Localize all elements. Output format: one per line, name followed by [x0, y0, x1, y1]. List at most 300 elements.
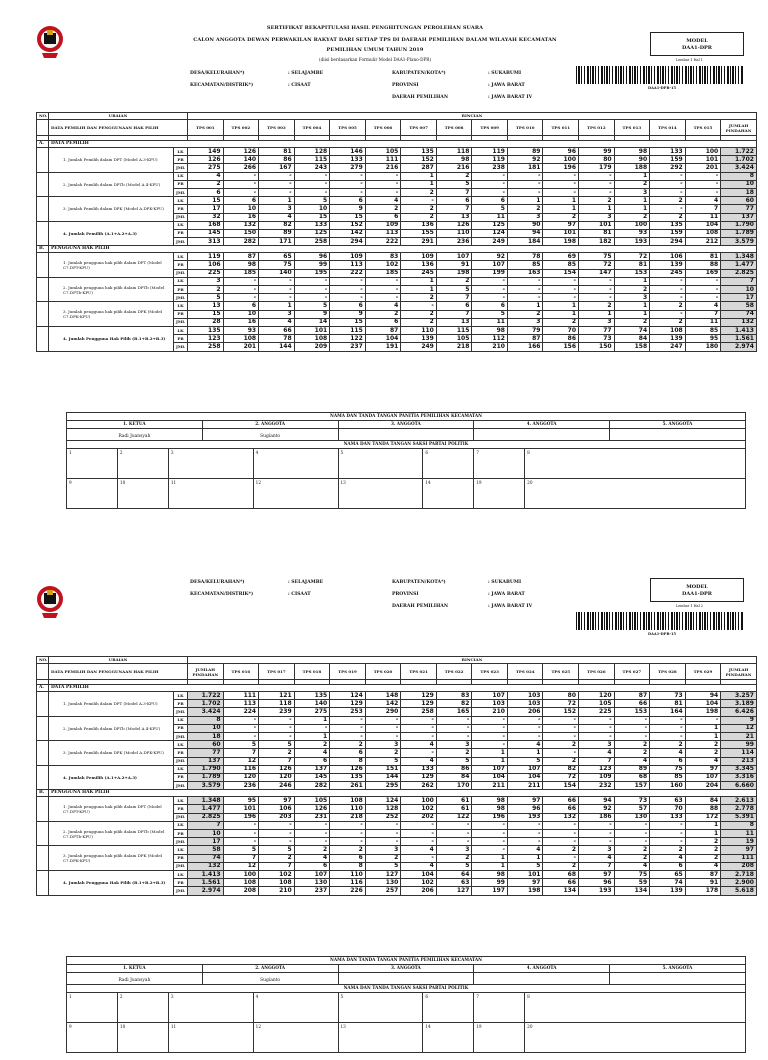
value-cell: -: [507, 838, 543, 846]
value-cell: -: [543, 724, 579, 732]
value-cell: 7: [223, 854, 259, 862]
value-cell: -: [650, 172, 686, 180]
saksi-cell: 3: [168, 449, 253, 479]
total-cell: 1.348: [721, 253, 757, 261]
value-cell: 3: [579, 846, 615, 854]
value-cell: 66: [543, 805, 579, 813]
value-cell: 119: [188, 253, 224, 261]
value-cell: 118: [259, 700, 295, 708]
value-cell: 120: [579, 692, 615, 700]
value-cell: 2: [330, 846, 366, 854]
total-cell: 2.778: [721, 805, 757, 813]
value-cell: 179: [579, 164, 615, 172]
value-cell: 84: [614, 335, 650, 343]
value-cell: 1: [401, 172, 437, 180]
row-no-cell: [37, 221, 49, 246]
value-cell: 102: [401, 879, 437, 887]
value-cell: 1: [685, 724, 721, 732]
value-cell: 4: [365, 302, 401, 310]
value-cell: -: [543, 294, 579, 302]
value-cell: 7: [259, 862, 295, 870]
value-cell: 2: [259, 749, 295, 757]
value-cell: 101: [685, 156, 721, 164]
value-cell: 96: [294, 253, 330, 261]
value-cell: 2: [365, 310, 401, 318]
total-cell: 60: [188, 741, 224, 749]
value-cell: 1: [543, 310, 579, 318]
value-cell: -: [579, 180, 615, 188]
saksi-cell: 11: [168, 479, 253, 509]
value-cell: 82: [436, 700, 472, 708]
value-cell: 115: [294, 156, 330, 164]
value-cell: 1: [401, 286, 437, 294]
value-cell: 2: [436, 749, 472, 757]
sub-label: PR: [174, 156, 188, 164]
value-cell: 7: [685, 310, 721, 318]
value-cell: 130: [614, 813, 650, 821]
total-cell: 3.424: [721, 164, 757, 172]
value-cell: 2: [650, 318, 686, 326]
value-cell: 1: [685, 821, 721, 829]
value-cell: 2: [401, 188, 437, 196]
value-cell: 109: [401, 253, 437, 261]
saksi-title: NAMA DAN TANDA TANGAN SAKSI PARTAI POLITIK: [67, 985, 746, 993]
role-cell: 4. ANGGOTA: [474, 965, 610, 973]
total-cell: 3.424: [188, 708, 224, 716]
value-cell: -: [294, 188, 330, 196]
value-cell: -: [507, 277, 543, 285]
value-cell: 4: [294, 749, 330, 757]
value-cell: 121: [259, 692, 295, 700]
value-cell: 257: [365, 887, 401, 895]
value-cell: 7: [436, 310, 472, 318]
column-header: TPS 001: [188, 120, 224, 136]
value-cell: -: [472, 277, 508, 285]
value-cell: 123: [579, 765, 615, 773]
value-cell: 6: [650, 757, 686, 765]
sub-label: LK: [174, 221, 188, 229]
no-cell: [37, 120, 49, 136]
value-cell: 122: [436, 813, 472, 821]
value-cell: 2: [614, 213, 650, 221]
value-cell: 152: [543, 708, 579, 716]
role-cell: 4. ANGGOTA: [474, 421, 610, 429]
value-cell: 13: [436, 213, 472, 221]
row-label: 1. Jumlah pengguna hak pilih dalam DPT (Model C7.DPT-KPU): [49, 253, 174, 278]
value-cell: 104: [365, 335, 401, 343]
value-cell: 10: [223, 205, 259, 213]
role-cell: 5. ANGGOTA: [610, 965, 746, 973]
value-cell: -: [543, 180, 579, 188]
value-cell: 98: [614, 148, 650, 156]
value-cell: 13: [436, 318, 472, 326]
value-cell: 133: [650, 148, 686, 156]
value-cell: -: [436, 821, 472, 829]
value-cell: 3: [614, 294, 650, 302]
value-cell: 148: [365, 692, 401, 700]
value-cell: 133: [650, 813, 686, 821]
value-cell: 15: [188, 310, 224, 318]
value-cell: 100: [614, 221, 650, 229]
sub-label: JML: [174, 757, 188, 765]
row-label: 4. Jumlah Pengguna Hak Pilih (B.1+B.2+B.3): [49, 870, 174, 895]
value-cell: 135: [650, 221, 686, 229]
value-cell: 116: [223, 765, 259, 773]
value-cell: 101: [543, 229, 579, 237]
value-cell: 2: [401, 294, 437, 302]
value-cell: 107: [472, 692, 508, 700]
value-cell: 108: [330, 797, 366, 805]
value-cell: -: [579, 724, 615, 732]
value-cell: 4: [365, 197, 401, 205]
value-cell: -: [330, 838, 366, 846]
barcode: [576, 612, 744, 630]
value-cell: 124: [365, 797, 401, 805]
value-cell: 4: [401, 741, 437, 749]
total-cell: 3.579: [188, 782, 224, 790]
sub-label: JML: [174, 708, 188, 716]
value-cell: 86: [259, 156, 295, 164]
row-label: 2. Jumlah Pemilih dalam DPTb (Model A.4-KPU): [49, 172, 174, 197]
value-cell: 2: [436, 854, 472, 862]
value-cell: -: [472, 294, 508, 302]
value-cell: 236: [223, 782, 259, 790]
value-cell: 216: [365, 164, 401, 172]
value-cell: 59: [614, 879, 650, 887]
value-cell: 287: [401, 164, 437, 172]
row-label: 3. Jumlah pengguna hak pilih dalam DPK (Model C7.DPK-KPU): [49, 302, 174, 327]
dapil-value: : JAWA BARAT IV: [488, 95, 533, 100]
value-cell: 90: [507, 221, 543, 229]
name-cell: Sugianto: [202, 429, 338, 441]
column-header: TPS 024: [507, 664, 543, 680]
total-cell: 7: [188, 821, 224, 829]
value-cell: 66: [543, 879, 579, 887]
value-cell: 2: [294, 846, 330, 854]
value-cell: 81: [259, 148, 295, 156]
value-cell: 113: [223, 700, 259, 708]
sub-label: PR: [174, 180, 188, 188]
row-no-cell: [37, 741, 49, 766]
value-cell: -: [579, 830, 615, 838]
value-cell: 70: [650, 805, 686, 813]
saksi-cell: 8: [525, 993, 746, 1023]
row-label: 4. Jumlah Pemilih (A.1+A.2+A.3): [49, 221, 174, 246]
total-cell: 10: [188, 724, 224, 732]
value-cell: 151: [365, 765, 401, 773]
value-cell: 2: [365, 749, 401, 757]
value-cell: 73: [614, 797, 650, 805]
value-cell: 5: [294, 302, 330, 310]
value-cell: -: [223, 821, 259, 829]
value-cell: 282: [223, 238, 259, 246]
value-cell: 237: [330, 343, 366, 351]
saksi-cell: 11: [168, 1023, 253, 1053]
value-cell: 245: [650, 269, 686, 277]
column-header: TPS 004: [294, 120, 330, 136]
total-cell: 1.413: [188, 870, 224, 878]
total-cell: 2.900: [721, 879, 757, 887]
value-cell: 133: [294, 221, 330, 229]
value-cell: 98: [472, 326, 508, 334]
value-cell: 3: [259, 205, 295, 213]
value-cell: 15: [188, 197, 224, 205]
value-cell: 2: [294, 741, 330, 749]
value-cell: 74: [650, 879, 686, 887]
value-cell: 97: [685, 765, 721, 773]
value-cell: 206: [401, 887, 437, 895]
section-title: PENGGUNA HAK PILIH: [49, 246, 757, 253]
value-cell: 4: [685, 197, 721, 205]
sub-label: LK: [174, 197, 188, 205]
value-cell: 135: [401, 148, 437, 156]
sub-label: JML: [174, 269, 188, 277]
value-cell: 129: [330, 700, 366, 708]
value-cell: 4: [401, 846, 437, 854]
value-cell: -: [401, 749, 437, 757]
total-cell: 6.426: [721, 708, 757, 716]
saksi-cell: 9: [67, 1023, 118, 1053]
value-cell: 9: [294, 310, 330, 318]
value-cell: -: [259, 838, 295, 846]
election-title: PEMILIHAN UMUM TAHUN 2019: [326, 47, 424, 53]
value-cell: 101: [507, 870, 543, 878]
value-cell: 98: [472, 805, 508, 813]
value-cell: 104: [472, 773, 508, 781]
value-cell: 2: [614, 749, 650, 757]
value-cell: 4: [507, 741, 543, 749]
sub-label: PR: [174, 286, 188, 294]
saksi-title: NAMA DAN TANDA TANGAN SAKSI PARTAI POLITIK: [67, 441, 746, 449]
value-cell: -: [579, 821, 615, 829]
value-cell: 104: [507, 773, 543, 781]
dapil-label: DAERAH PEMILIHAN: [392, 604, 449, 609]
value-cell: 5: [472, 205, 508, 213]
total-cell: 3.189: [721, 700, 757, 708]
column-header: TPS 021: [401, 664, 437, 680]
value-cell: -: [259, 294, 295, 302]
value-cell: 95: [685, 335, 721, 343]
value-cell: 99: [294, 261, 330, 269]
value-cell: 100: [223, 870, 259, 878]
value-cell: -: [259, 732, 295, 740]
value-cell: 295: [365, 782, 401, 790]
saksi-cell: 4: [253, 993, 338, 1023]
value-cell: -: [259, 172, 295, 180]
value-cell: -: [365, 180, 401, 188]
total-cell: 9: [721, 716, 757, 724]
value-cell: 12: [223, 757, 259, 765]
value-cell: 1: [259, 302, 295, 310]
value-cell: 11: [685, 318, 721, 326]
value-cell: 104: [685, 221, 721, 229]
value-cell: 243: [294, 164, 330, 172]
value-cell: 246: [259, 782, 295, 790]
rincian-header: RINCIAN: [188, 113, 757, 120]
name-cell: [610, 429, 746, 441]
table-row: [37, 716, 757, 724]
value-cell: 193: [507, 813, 543, 821]
total-cell: 132: [188, 862, 224, 870]
total-cell: 8: [721, 821, 757, 829]
value-cell: -: [294, 277, 330, 285]
value-cell: 224: [223, 708, 259, 716]
value-cell: 145: [188, 229, 224, 237]
value-cell: 2: [330, 741, 366, 749]
total-cell: 213: [721, 757, 757, 765]
value-cell: 193: [579, 887, 615, 895]
value-cell: -: [365, 188, 401, 196]
value-cell: 135: [294, 692, 330, 700]
sub-label: PR: [174, 805, 188, 813]
value-cell: 133: [330, 156, 366, 164]
value-cell: 222: [330, 269, 366, 277]
total-cell: 137: [721, 213, 757, 221]
value-cell: 2: [650, 302, 686, 310]
value-cell: 2: [188, 180, 224, 188]
value-cell: 85: [650, 773, 686, 781]
value-cell: 135: [330, 773, 366, 781]
column-header: TPS 008: [436, 120, 472, 136]
value-cell: 4: [614, 862, 650, 870]
saksi-cell: 20: [525, 479, 746, 509]
total-cell: 58: [188, 846, 224, 854]
value-cell: -: [330, 172, 366, 180]
value-cell: -: [294, 294, 330, 302]
value-cell: 167: [259, 164, 295, 172]
value-cell: -: [259, 180, 295, 188]
value-cell: 98: [223, 261, 259, 269]
value-cell: 2: [614, 180, 650, 188]
value-cell: -: [543, 821, 579, 829]
value-cell: 2: [543, 213, 579, 221]
value-cell: 10: [223, 310, 259, 318]
data-pemilih-header: DATA PEMILIH DAN PENGGUNAAN HAK PILIH: [49, 120, 188, 136]
value-cell: 113: [330, 261, 366, 269]
value-cell: 5: [259, 846, 295, 854]
row-no-cell: [37, 172, 49, 197]
value-cell: 100: [543, 156, 579, 164]
model-label: MODEL: [686, 38, 708, 44]
value-cell: -: [223, 838, 259, 846]
value-cell: 196: [472, 813, 508, 821]
value-cell: 98: [472, 797, 508, 805]
row-no-cell: [37, 326, 49, 351]
value-cell: 122: [330, 335, 366, 343]
row-no-cell: [37, 197, 49, 222]
value-cell: 4: [401, 862, 437, 870]
value-cell: -: [650, 180, 686, 188]
total-cell: 1.477: [188, 805, 224, 813]
value-cell: 4: [650, 749, 686, 757]
value-cell: 129: [401, 692, 437, 700]
value-cell: 5: [365, 862, 401, 870]
panitia-title: NAMA DAN TANDA TANGAN PANITIA PEMILIHAN KECAMATAN: [67, 413, 746, 421]
value-cell: 239: [259, 708, 295, 716]
value-cell: 140: [259, 269, 295, 277]
column-header: TPS 018: [294, 664, 330, 680]
value-cell: 92: [472, 253, 508, 261]
value-cell: -: [259, 724, 295, 732]
saksi-cell: 14: [423, 1023, 474, 1053]
saksi-cell: 10: [117, 1023, 168, 1053]
kecamatan-label: KECAMATAN/DISTRIK*): [190, 592, 254, 597]
total-cell: 18: [188, 732, 224, 740]
value-cell: 72: [579, 261, 615, 269]
section-no: A.: [37, 141, 49, 148]
value-cell: 1: [614, 172, 650, 180]
column-header: TPS 014: [650, 120, 686, 136]
value-cell: 3: [365, 741, 401, 749]
kpu-logo: [36, 22, 64, 60]
value-cell: 3: [188, 277, 224, 285]
value-cell: 130: [365, 879, 401, 887]
value-cell: 5: [365, 757, 401, 765]
data-pemilih-header: DATA PEMILIH DAN PENGGUNAAN HAK PILIH: [49, 664, 188, 680]
value-cell: 202: [401, 813, 437, 821]
value-cell: 7: [436, 205, 472, 213]
page-indicator: Lembar 1 Hal 1: [676, 58, 703, 62]
desa-label: DESA/KELURAHAN*): [190, 71, 245, 76]
value-cell: -: [579, 732, 615, 740]
page-indicator: Lembar 1 Hal 2: [676, 604, 703, 608]
value-cell: 107: [507, 765, 543, 773]
value-cell: 94: [685, 692, 721, 700]
value-cell: -: [543, 716, 579, 724]
value-cell: 103: [507, 692, 543, 700]
value-cell: 98: [436, 156, 472, 164]
value-cell: -: [685, 716, 721, 724]
total-cell: 17: [721, 294, 757, 302]
value-cell: 132: [223, 221, 259, 229]
value-cell: -: [614, 830, 650, 838]
total-cell: 1.722: [188, 692, 224, 700]
value-cell: -: [330, 716, 366, 724]
total-cell: 3.316: [721, 773, 757, 781]
sub-label: LK: [174, 846, 188, 854]
value-cell: 7: [223, 749, 259, 757]
total-cell: 11: [721, 830, 757, 838]
value-cell: 1: [614, 205, 650, 213]
table-row: [37, 253, 757, 261]
table-row: [37, 277, 757, 285]
value-cell: 2: [685, 741, 721, 749]
total-cell: 99: [721, 741, 757, 749]
value-cell: 168: [188, 221, 224, 229]
value-cell: 96: [543, 148, 579, 156]
value-cell: 198: [436, 269, 472, 277]
model-box: [650, 32, 744, 56]
table-row: [37, 870, 757, 878]
value-cell: 211: [507, 782, 543, 790]
value-cell: 2: [259, 854, 295, 862]
value-cell: -: [436, 830, 472, 838]
model-label: MODEL: [686, 584, 708, 590]
value-cell: 107: [294, 870, 330, 878]
sub-label: JML: [174, 732, 188, 740]
value-cell: 96: [507, 805, 543, 813]
value-cell: -: [507, 830, 543, 838]
value-cell: 64: [436, 870, 472, 878]
value-cell: 14: [294, 318, 330, 326]
role-cell: 3. ANGGOTA: [338, 421, 474, 429]
value-cell: 313: [188, 238, 224, 246]
value-cell: 258: [294, 238, 330, 246]
value-cell: 77: [579, 326, 615, 334]
value-cell: 180: [685, 343, 721, 351]
value-cell: 169: [685, 269, 721, 277]
value-cell: 72: [543, 773, 579, 781]
